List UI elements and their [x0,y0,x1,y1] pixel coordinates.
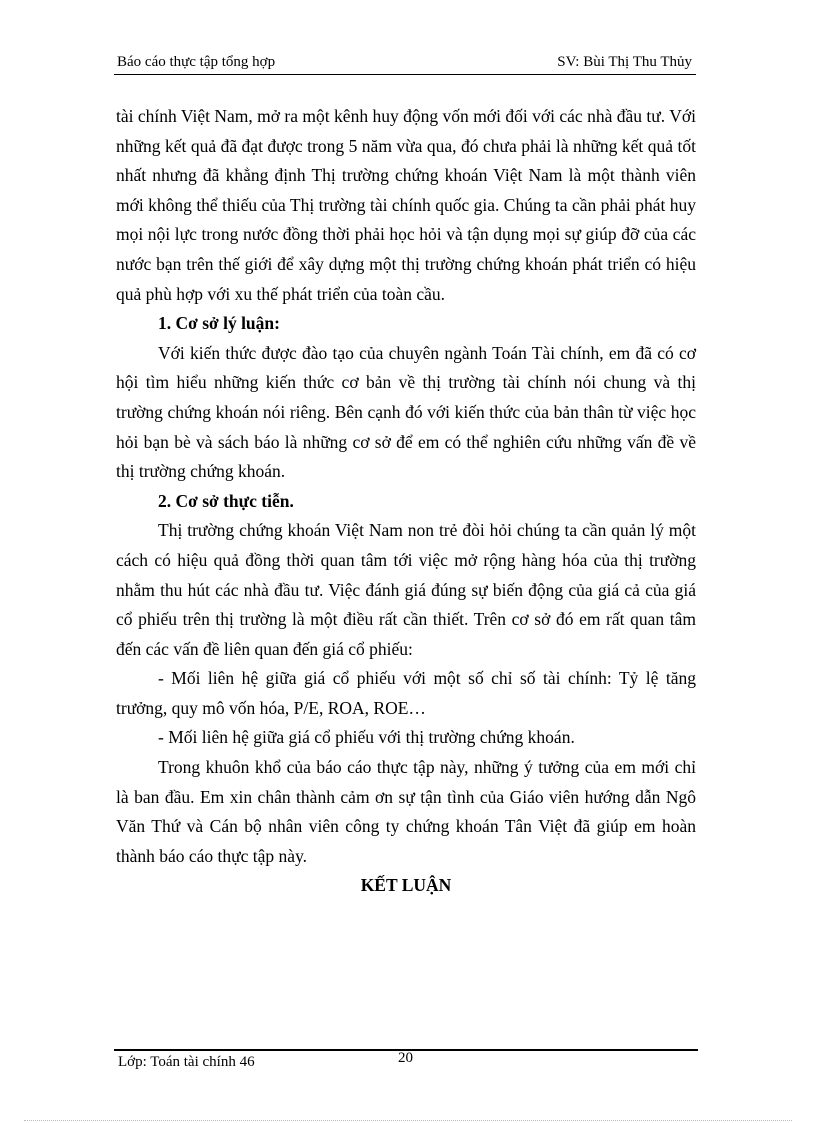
heading-theoretical-basis: 1. Cơ sở lý luận: [158,313,280,334]
footer-class-name: Lớp: Toán tài chính 46 [118,1054,255,1070]
paragraph-theoretical-basis: Với kiến thức được đào tạo của chuyên ngành Toán Tài chính, em đã có cơ hội tìm hiểu những kiến thức cơ bản về thị trường tài chính nói chung và thị trường chứng khoán nói riêng. Bên cạnh đó với kiến thức của bản thân từ việc học hỏi bạn bè và sách báo là những cơ sở để em có thể nghiên cứu những vấn đề về thị trường chứng khoán. [116,342,696,482]
bullet-financial-indicators: - Mối liên hệ giữa giá cổ phiếu với một số chỉ số tài chính: Tỷ lệ tăng trưởng, quy mô vốn hóa, P/E, ROA, ROE… [116,668,696,718]
header-student-name: SV: Bùi Thị Thu Thủy [557,54,692,70]
page-header [114,52,696,75]
bullet-stock-market: - Mối liên hệ giữa giá cổ phiếu với thị trường chứng khoán. [158,727,575,748]
header-report-title: Báo cáo thực tập tổng hợp [117,54,276,70]
paragraph-acknowledgement: Trong khuôn khổ của báo cáo thực tập này, những ý tưởng của em mới chỉ là ban đầu. Em xin chân thành cảm ơn sự tận tình của Giáo viên hướng dẫn Ngô Văn Thứ và Cán bộ nhân viên công ty chứng khoán Tân Việt đã giúp em hoàn thành báo cáo thực tập này. [116,757,696,866]
paragraph-practical-basis: Thị trường chứng khoán Việt Nam non trẻ đòi hỏi chúng ta cần quản lý một cách có hiệu quả đồng thời quan tâm tới việc mở rộng hàng hóa của thị trường nhằm thu hút các nhà đầu tư. Việc đánh giá đúng sự biến động của giá cả của giá cổ phiếu trên thị trường là một điều rất cần thiết. Trên cơ sở đó em rất quan tâm đến các vấn đề liên quan đến giá cổ phiếu: [116,520,696,659]
heading-conclusion: KẾT LUẬN [360,875,452,896]
page-number: 20 [398,1050,413,1066]
document-body [116,102,696,901]
heading-practical-basis: 2. Cơ sở thực tiễn. [158,490,294,511]
paragraph-intro-continued: tài chính Việt Nam, mở ra một kênh huy động vốn mới đối với các nhà đầu tư. Với những kết quả đã đạt được trong 5 năm vừa qua, đó chưa phải là những kết quả tốt nhất nhưng đã khẳng định Thị trường chứng khoán Việt Nam là một thành viên mới không thể thiếu của Thị trường tài chính quốc gia. Chúng ta cần phải phát huy mọi nội lực trong nước đồng thời phải học hỏi và tận dụng mọi sự giúp đỡ của các nước bạn trên thế giới để xây dựng một thị trường chứng khoán phát triển có hiệu quả phù hợp với xu thế phát triển của toàn cầu. [116,106,696,304]
page-bottom-edge [24,1120,792,1121]
